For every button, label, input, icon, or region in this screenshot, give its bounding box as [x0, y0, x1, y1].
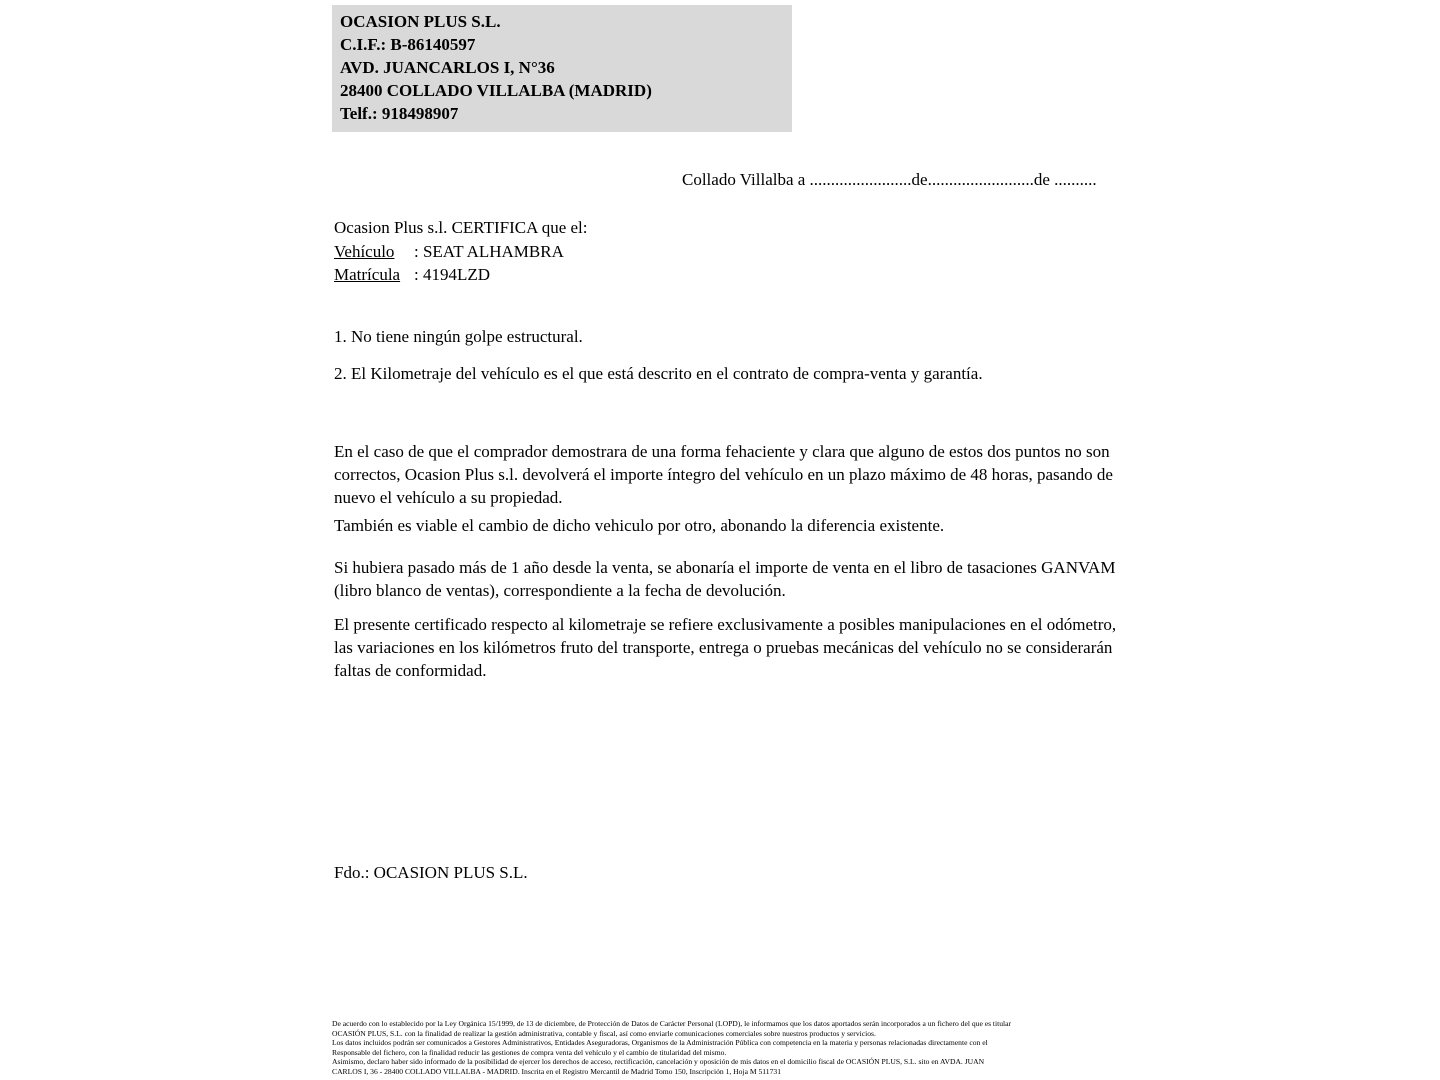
paragraph-exchange: También es viable el cambio de dicho vehiculo por otro, abonando la diferencia existente.: [334, 516, 945, 535]
place-date-line: Collado Villalba a ........................de.........................de ..........: [682, 170, 1097, 189]
legal-fine-print: [332, 1019, 1011, 1077]
company-name: OCASION PLUS S.L.: [340, 12, 501, 31]
company-header-block: [332, 5, 792, 132]
company-address: AVD. JUANCARLOS I, N°36: [340, 58, 555, 77]
certificate-intro: Ocasion Plus s.l. CERTIFICA que el:: [334, 218, 588, 237]
point-1: 1. No tiene ningún golpe estructural.: [334, 327, 583, 346]
vehicle-label: Vehículo: [334, 241, 395, 261]
company-cif: C.I.F.: B-86140597: [340, 35, 476, 54]
point-2: 2. El Kilometraje del vehículo es el que está descrito en el contrato de compra-venta y garantía.: [334, 364, 983, 383]
plate-label: Matrícula: [334, 265, 401, 284]
signature-line: Fdo.: OCASION PLUS S.L.: [334, 863, 528, 882]
certificate-block: [334, 216, 588, 287]
vehicle-row: [334, 240, 588, 264]
plate-row: [334, 263, 588, 287]
paragraph-odometer: El presente certificado respecto al kilometraje se refiere exclusivamente a posibles manipulaciones en el odómetro, las variaciones en los kilómetros fruto del transporte, entrega o pruebas mecánicas del vehículo no se considerarán faltas de conformidad.: [334, 615, 1117, 680]
vehicle-value: : SEAT ALHAMBRA: [414, 241, 564, 261]
fine-print-line: Los datos incluidos podrán ser comunicados a Gestores Administrativos, Entidades Aseguradoras, Organismos de la Administración Pública con competencia en la materia y personas relacionadas directamente con el: [332, 1038, 988, 1048]
fine-print-line: CARLOS I, 36 - 28400 COLLADO VILLALBA - MADRID. Inscrita en el Registro Mercantil de Madrid Tomo 150, Inscripción 1, Hoja M 511731: [332, 1066, 781, 1076]
fine-print-line: Responsable del fichero, con la finalidad reducir las gestiones de compra venta del vehículo y el cambio de titularidad del mismo.: [332, 1047, 727, 1057]
paragraph-refund: En el caso de que el comprador demostrara de una forma fehaciente y clara que alguno de estos dos puntos no son correctos, Ocasion Plus s.l. devolverá el importe íntegro del vehículo en un plazo máximo de 48 horas, pasando de nuevo el vehículo a su propiedad.: [334, 442, 1113, 507]
company-phone: Telf.: 918498907: [340, 104, 459, 123]
fine-print-line: OCASIÓN PLUS, S.L. con la finalidad de realizar la gestión administrativa, contable y fiscal, así como enviarle comunicaciones comerciales sobre nuestros productos y servicios.: [332, 1028, 876, 1038]
plate-value: : 4194LZD: [414, 265, 491, 284]
paragraph-ganvam: Si hubiera pasado más de 1 año desde la venta, se abonaría el importe de venta en el libro de tasaciones GANVAM (libro blanco de ventas), correspondiente a la fecha de devolución.: [334, 558, 1116, 600]
fine-print-line: Asimismo, declaro haber sido informado de la posibilidad de ejercer los derechos de acceso, rectificación, cancelación y oposición de mis datos en el domicilio fiscal de OCASIÓN PLUS, S.L. sito en AVDA. JUAN: [332, 1057, 985, 1067]
company-city: 28400 COLLADO VILLALBA (MADRID): [340, 81, 652, 100]
fine-print-line: De acuerdo con lo establecido por la Ley Orgánica 15/1999, de 13 de diciembre, de Protección de Datos de Carácter Personal (LOPD), le informamos que los datos aportados serán incorporados a un fichero del que es titular: [332, 1019, 1012, 1028]
